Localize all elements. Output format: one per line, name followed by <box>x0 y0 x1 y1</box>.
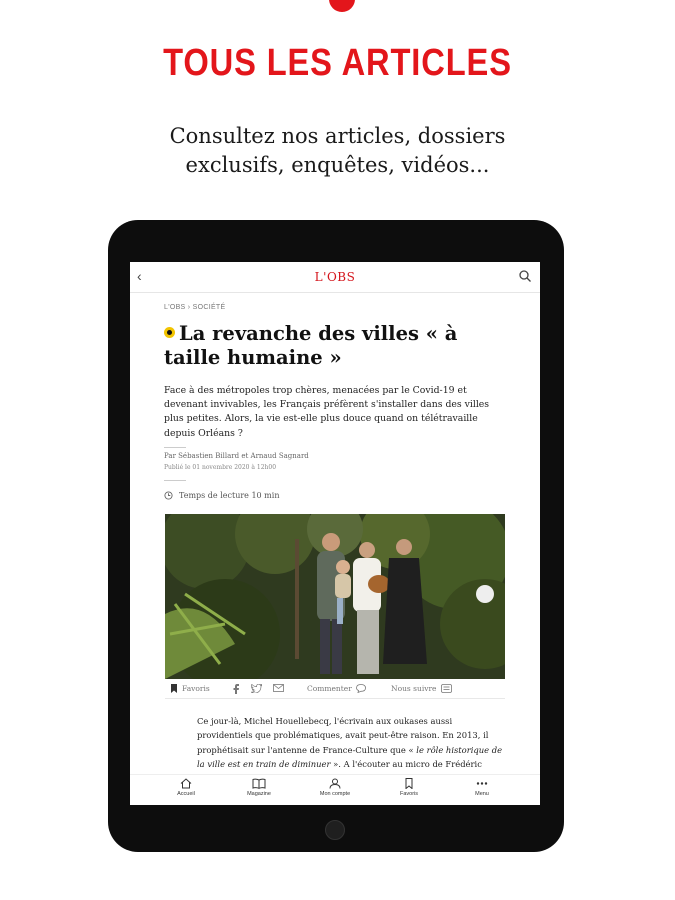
more-icon <box>475 778 489 789</box>
premium-badge-icon <box>164 327 175 338</box>
brand-logo: L'OBS <box>314 270 356 284</box>
nous-suivre-label: Nous suivre <box>391 684 437 693</box>
mail-icon <box>273 684 284 692</box>
magazine-icon <box>252 778 266 789</box>
promo-subtitle-line-2: exclusifs, enquêtes, vidéos... <box>185 153 490 177</box>
article-published-date: Publié le 01 novembre 2020 à 12h00 <box>164 464 277 471</box>
tab-magazine[interactable] <box>229 778 289 797</box>
promo-subtitle <box>0 122 675 180</box>
divider <box>164 447 186 448</box>
article-byline: Par Sébastien Billard et Arnaud Sagnard <box>164 452 309 460</box>
commenter-label: Commenter <box>307 684 352 693</box>
body-line <box>197 743 505 757</box>
tablet-screen <box>130 262 540 805</box>
promo-title: TOUS LES ARTICLES <box>163 42 512 84</box>
bookmark-icon <box>171 684 177 693</box>
article-lead: Face à des métropoles trop chères, menacées par le Covid-19 et devenant invivables, les Français préfèrent s'installer dans des villes plus petites. Alors, la vie est-elle plus douce quand on télétravaille depuis Orléans ? <box>164 385 490 439</box>
promo-subtitle-line-1: Consultez nos articles, dossiers <box>169 124 506 148</box>
tab-accueil[interactable] <box>156 778 216 797</box>
body-line <box>197 757 505 771</box>
share-email[interactable] <box>273 684 289 692</box>
body-text-run: prophétisait sur l'antenne de France-Culture que « <box>197 744 417 755</box>
body-text-run: ». A l'écouter au micro de Frédéric <box>330 758 482 769</box>
favoris-label: Favoris <box>182 684 210 693</box>
article-photo[interactable] <box>165 514 505 679</box>
article-actions-bar <box>165 680 505 699</box>
tab-mon-compte[interactable] <box>305 778 365 797</box>
facebook-icon <box>233 684 239 694</box>
bookmark-icon <box>405 778 413 789</box>
tab-label: Accueil <box>177 791 195 797</box>
share-facebook[interactable] <box>233 684 244 694</box>
home-icon <box>180 778 192 789</box>
back-arrow-icon[interactable]: ‹ <box>137 268 142 284</box>
commenter-action[interactable] <box>307 684 371 693</box>
article-headline <box>164 322 504 370</box>
tab-label: Menu <box>475 791 489 797</box>
app-header <box>130 262 540 293</box>
reading-time-label: Temps de lecture 10 min <box>179 491 280 500</box>
bottom-tab-bar <box>130 774 540 805</box>
account-icon <box>329 778 341 789</box>
headline-text: La revanche des villes « à taille humaine » <box>164 322 458 369</box>
body-line: providentiels que problématiques, avait peut-être raison. En 2013, il <box>197 730 489 741</box>
favoris-action[interactable] <box>171 684 210 693</box>
tab-label: Favoris <box>399 791 419 797</box>
clock-icon <box>164 491 173 500</box>
nous-suivre-action[interactable] <box>391 684 457 693</box>
share-twitter[interactable] <box>251 684 267 693</box>
reading-time <box>164 491 279 500</box>
search-icon[interactable] <box>518 269 532 283</box>
tablet-home-button <box>325 820 345 840</box>
body-line: Ce jour-là, Michel Houellebecq, l'écrivain aux oukases aussi <box>197 716 453 726</box>
body-quote: le rôle historique de <box>416 744 503 755</box>
top-decoration-dot <box>329 0 355 12</box>
follow-icon <box>441 684 452 693</box>
tab-label: Mon compte <box>319 791 351 797</box>
breadcrumb[interactable]: L'OBS › SOCIÉTÉ <box>164 304 226 311</box>
tab-menu[interactable] <box>452 778 512 797</box>
twitter-icon <box>251 684 262 693</box>
tab-favoris[interactable] <box>379 778 439 797</box>
divider <box>164 480 186 481</box>
body-quote: la ville est en train de diminuer <box>197 758 331 769</box>
tab-label: Magazine <box>247 791 271 797</box>
comment-icon <box>356 684 366 693</box>
